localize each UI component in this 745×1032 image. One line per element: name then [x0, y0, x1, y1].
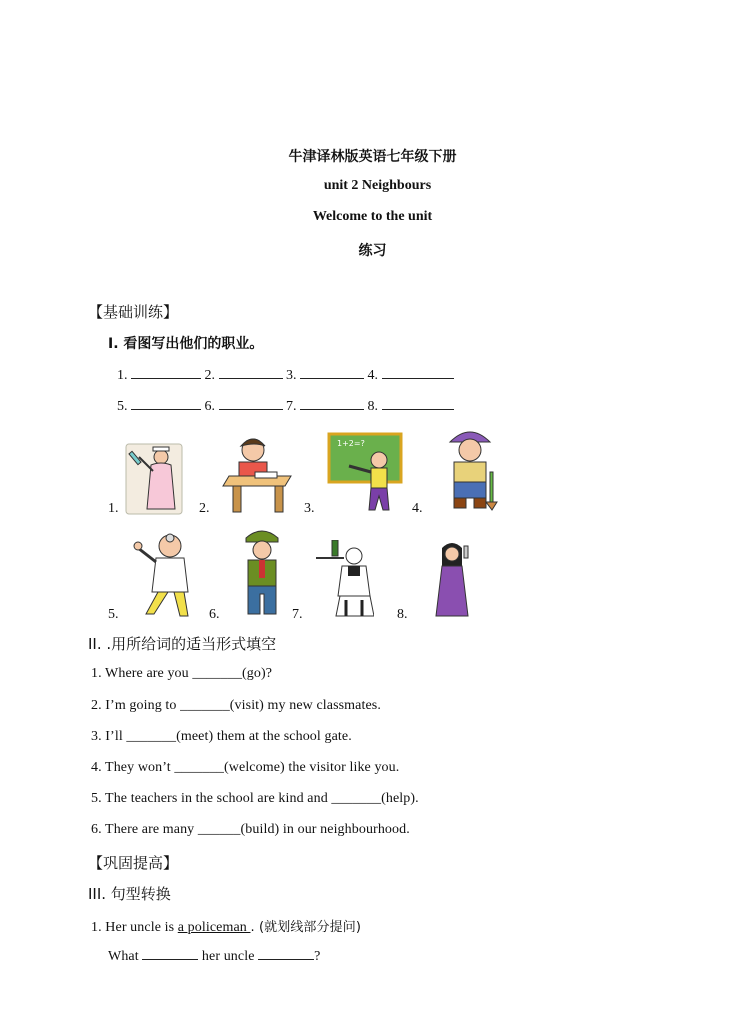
part1-title: I. 看图写出他们的职业。 — [108, 336, 264, 352]
picture-number: 3. — [304, 501, 315, 516]
answer-blank[interactable] — [142, 947, 198, 960]
doctor-icon — [128, 528, 198, 620]
document-title: 牛津译林版英语七年级下册 — [288, 150, 457, 165]
answer-blank[interactable] — [300, 366, 364, 379]
item-hint: (welcome) the visitor like you. — [224, 760, 400, 775]
item-text: 5. The teachers in the school are kind and — [91, 791, 332, 806]
transform-item-1 — [91, 916, 361, 936]
picture-number: 2. — [199, 501, 210, 516]
answer-blank[interactable]: ______ — [197, 822, 241, 837]
blank-number: 4. — [367, 368, 378, 383]
answer-blank[interactable] — [382, 366, 454, 379]
section-heading-improve: 【巩固提高】 — [88, 854, 179, 872]
part3-title: III. 句型转换 — [88, 885, 171, 903]
practice-title: 练习 — [358, 244, 387, 259]
blank-number: 6. — [204, 399, 215, 414]
part2-title: II. .用所给词的适当形式填空 — [88, 635, 277, 653]
item-text: 2. I’m going to — [91, 698, 181, 713]
worker-icon — [440, 424, 500, 514]
answer-blank[interactable] — [219, 366, 283, 379]
transform-answer-1 — [108, 947, 320, 965]
item-hint: (visit) my new classmates. — [229, 698, 381, 713]
fill-item-3 — [91, 729, 352, 745]
item-hint: (go)? — [242, 666, 273, 681]
teacher-icon — [327, 432, 403, 514]
woman-on-phone-icon — [430, 540, 474, 620]
fill-item-4 — [91, 760, 399, 776]
underlined-phrase: a policeman — [177, 920, 251, 935]
picture-number: 6. — [209, 607, 220, 622]
item-hint: (meet) them at the school gate. — [176, 729, 352, 744]
blank-number: 7. — [286, 399, 297, 414]
unit-title: unit 2 Neighbours — [323, 178, 432, 193]
picture-number: 8. — [397, 607, 408, 622]
item-hint: (build) in our neighbourhood. — [240, 822, 410, 837]
picture-number: 5. — [108, 607, 119, 622]
picture-number: 7. — [292, 607, 303, 622]
item-text: 6. There are many — [91, 822, 198, 837]
blank-number: 3. — [286, 368, 297, 383]
answer-blank[interactable]: _______ — [331, 791, 382, 806]
item-text: 1. Where are you — [91, 666, 193, 681]
answer-blank[interactable] — [131, 397, 201, 410]
answer-blank[interactable]: _______ — [180, 698, 230, 713]
item-text: 1. Her uncle is — [91, 920, 178, 935]
fill-item-6 — [91, 822, 410, 838]
answer-blank[interactable]: _______ — [192, 666, 243, 681]
answer-blank[interactable] — [131, 366, 201, 379]
blank-row-1 — [117, 366, 454, 384]
lesson-title: Welcome to the unit — [312, 209, 433, 224]
answer-text: her uncle — [198, 949, 259, 964]
answer-blank[interactable] — [382, 397, 454, 410]
picture-number: 4. — [412, 501, 423, 516]
blank-number: 5. — [117, 399, 128, 414]
item-text: 3. I’ll — [91, 729, 127, 744]
section-heading-basic: 【基础训练】 — [88, 303, 179, 321]
item-text: 4. They won’t — [91, 760, 175, 775]
svg-text:1+2=?: 1+2=? — [337, 439, 365, 448]
item-instruction: . (就划线部分提问) — [250, 920, 361, 935]
picture-number: 1. — [108, 501, 119, 516]
policeman-icon — [240, 526, 284, 620]
blank-number: 8. — [367, 399, 378, 414]
waiter-icon — [314, 540, 374, 620]
answer-blank[interactable] — [258, 947, 314, 960]
student-writing-icon — [219, 432, 297, 516]
fill-item-5 — [91, 791, 419, 807]
fill-item-1 — [91, 666, 272, 682]
answer-blank[interactable] — [219, 397, 283, 410]
fill-item-2 — [91, 698, 381, 714]
answer-text: What — [108, 949, 143, 964]
answer-text: ? — [314, 949, 321, 964]
nurse-icon — [125, 443, 183, 515]
answer-blank[interactable] — [300, 397, 364, 410]
blank-number: 1. — [117, 368, 128, 383]
blank-row-2 — [117, 397, 454, 415]
item-hint: (help). — [381, 791, 419, 806]
answer-blank[interactable]: _______ — [126, 729, 177, 744]
blank-number: 2. — [204, 368, 215, 383]
answer-blank[interactable]: _______ — [174, 760, 225, 775]
